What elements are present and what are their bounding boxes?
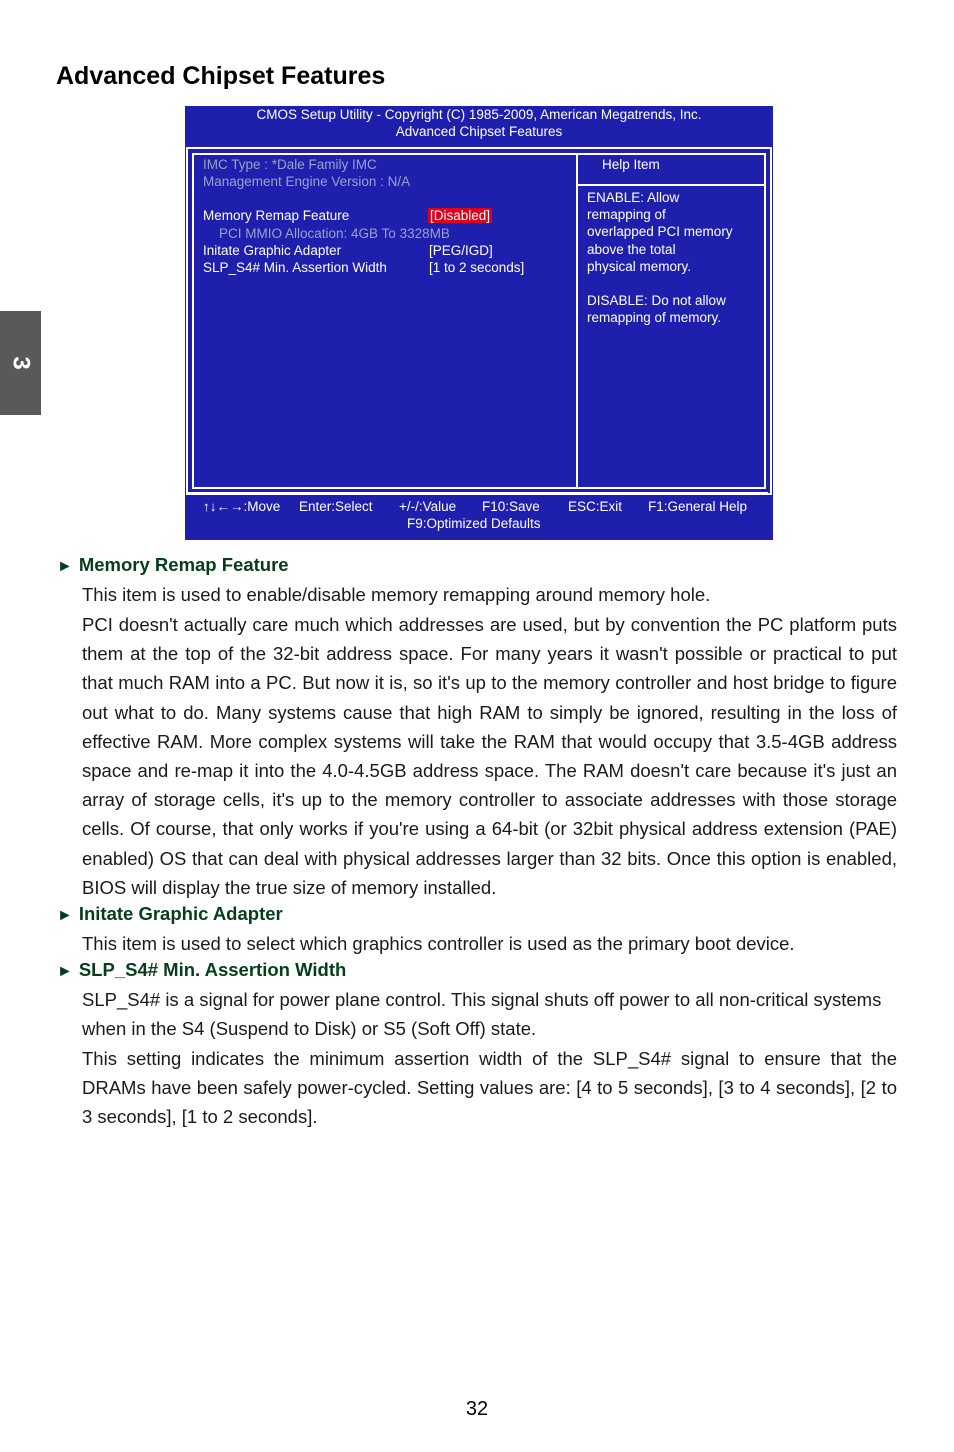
selected-value[interactable]: [Disabled] [430, 208, 491, 223]
chapter-tab [0, 311, 41, 415]
page-number: 32 [465, 1398, 489, 1420]
section-paragraph: This setting indicates the minimum assertion width of the SLP_S4# signal to ensure that the DRAMs have been safely power-cycled. Setting values are: [4 to 5 seconds], [3 to 4 seconds], [2 to 3 seconds], [1 to 2 seconds]. [82, 1048, 897, 1128]
imc-type: IMC Type : *Dale Family IMC [203, 157, 377, 172]
footer-value: +/-/:Value [399, 499, 457, 514]
page-title: Advanced Chipset Features [56, 62, 386, 90]
footer-exit: ESC:Exit [568, 499, 623, 514]
section-heading-memory-remap: ► Memory Remap Feature [57, 554, 289, 575]
section-paragraph: SLP_S4# is a signal for power plane control. This signal shuts off power to all non-critical systems when in the S4 (Suspend to Disk) or S5 (Soft Off) state. [82, 989, 882, 1040]
bios-screenshot [185, 106, 773, 540]
help-title: Help Item [602, 157, 660, 172]
footer-help: F1:General Help [648, 499, 748, 514]
help-title-underline [578, 184, 764, 186]
footer-defaults: F9:Optimized Defaults [407, 516, 541, 531]
me-version: Management Engine Version : N/A [203, 174, 411, 189]
triangle-right-icon: ► [57, 907, 73, 924]
slp-s4-value[interactable]: [1 to 2 seconds] [429, 260, 525, 275]
memory-remap-label[interactable]: Memory Remap Feature [203, 208, 350, 223]
pci-mmio-allocation: PCI MMIO Allocation: 4GB To 3328MB [219, 226, 450, 241]
triangle-right-icon: ► [57, 558, 73, 575]
help-text: ENABLE: Allow remapping of overlapped PCI memory above the total physical memory. DISABLE: Do not allow remapping of memory. [587, 190, 733, 326]
chapter-number: 3 [7, 356, 35, 370]
graphic-adapter-value[interactable]: [PEG/IGD] [429, 243, 493, 258]
bios-divider [576, 153, 578, 489]
bios-header-title: Advanced Chipset Features [395, 124, 563, 139]
footer-save: F10:Save [482, 499, 540, 514]
slp-s4-label[interactable]: SLP_S4# Min. Assertion Width [203, 260, 387, 275]
triangle-right-icon: ► [57, 963, 73, 980]
graphic-adapter-label[interactable]: Initate Graphic Adapter [203, 243, 342, 258]
section-paragraph: This item is used to enable/disable memory remapping around memory hole. [82, 584, 711, 605]
section-heading-graphic-adapter: ► Initate Graphic Adapter [57, 903, 283, 924]
bios-header-copyright: CMOS Setup Utility - Copyright (C) 1985-2009, American Megatrends, Inc. [256, 107, 702, 122]
section-paragraph: This item is used to select which graphics controller is used as the primary boot device. [82, 933, 795, 954]
footer-move: ↑↓←→:Move [203, 499, 281, 514]
section-heading-slp-s4: ► SLP_S4# Min. Assertion Width [57, 959, 347, 980]
memory-remap-value[interactable] [428, 208, 492, 223]
section-paragraph: PCI doesn't actually care much which addresses are used, but by convention the PC platform puts them at the top of the 32-bit address space. For many years it wasn't possible or practical to put that much RAM into a PC. But now it is, so it's up to the memory controller and host bridge to figure out what to do. Many systems cause that high RAM to simply be ignored, resulting in the loss of effective RAM. More complex systems will take the RAM that would occupy that 3.5-4GB address space and re-map it into the 4.0-4.5GB address space. The RAM doesn't care because it's just an array of storage cells, it's up to the memory controller to associate addresses with those storage cells. Of course, that only works if you're using a 64-bit (or 32bit physical address extension (PAE) enabled) OS that can deal with physical addresses larger than 32 bits. Once this option is enabled, BIOS will display the true size of memory installed. [82, 614, 897, 898]
footer-select: Enter:Select [299, 499, 373, 514]
